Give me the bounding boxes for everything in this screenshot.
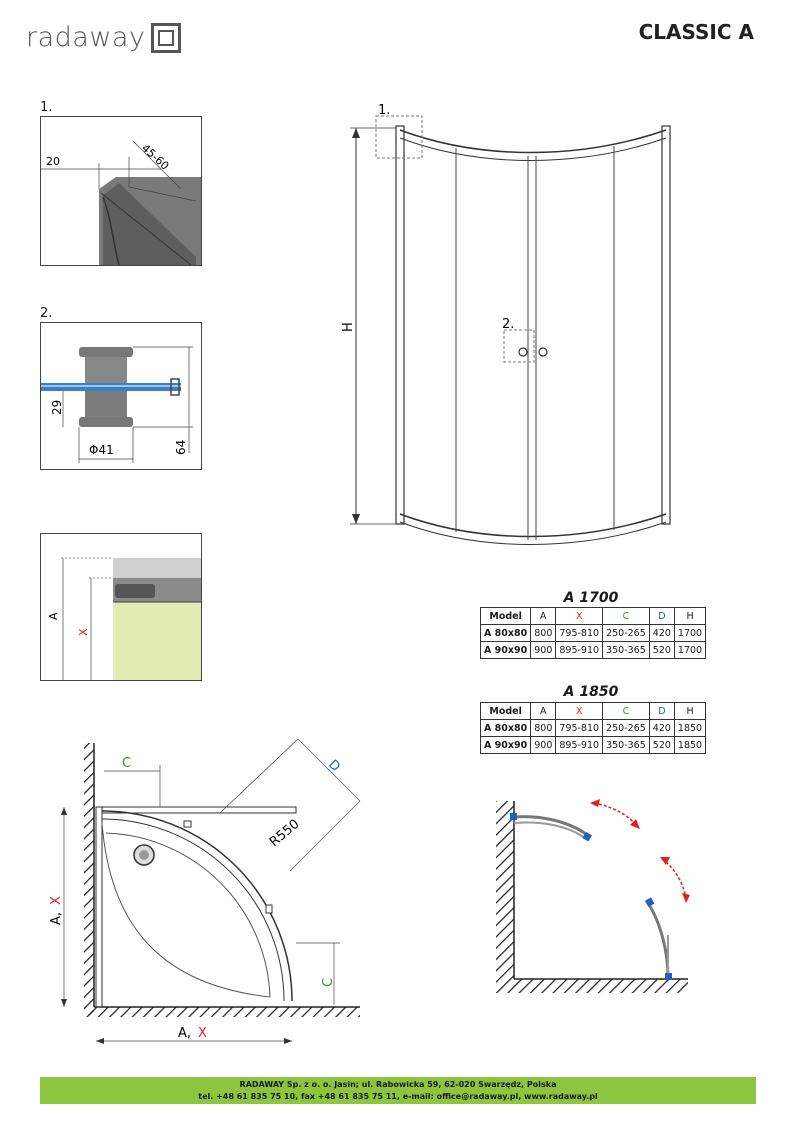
detail3-label-x: X <box>77 628 90 636</box>
cell-model: A 80x80 <box>481 625 531 642</box>
col-x: X <box>556 608 603 625</box>
col-x: X <box>556 703 603 720</box>
detail2-dim-diameter: Φ41 <box>89 443 114 457</box>
cell-d: 520 <box>649 737 674 754</box>
detail3-panel <box>40 533 202 681</box>
table-row <box>481 642 706 659</box>
front-callout-1: 1. <box>378 103 391 118</box>
col-a: A <box>531 608 556 625</box>
cell-d: 420 <box>649 625 674 642</box>
table-header-row <box>481 608 706 625</box>
cell-h: 1850 <box>674 720 705 737</box>
detail3-drawing <box>41 534 201 680</box>
cell-x: 895-910 <box>556 737 603 754</box>
detail1-dim-45-60: 45-60 <box>138 141 172 173</box>
col-model: Model <box>481 608 531 625</box>
footer-contact: tel. +48 61 835 75 10, fax +48 61 835 75 11, e-mail: office@radaway.pl, www.radaway.pl <box>198 1092 598 1101</box>
cell-model: A 80x80 <box>481 720 531 737</box>
cell-x: 795-810 <box>556 625 603 642</box>
footer-address: RADAWAY Sp. z o. o. Jasin; ul. Rabowicka 59, 62-020 Swarzędz, Polska <box>239 1080 557 1089</box>
cell-d: 520 <box>649 642 674 659</box>
col-c: C <box>603 608 650 625</box>
door-swing-diagram <box>490 795 690 995</box>
cell-d: 420 <box>649 720 674 737</box>
plan-view-drawing <box>40 735 370 1055</box>
brand-logo <box>26 22 181 53</box>
model-title: CLASSIC A <box>638 20 754 44</box>
plan-label-side-a: A, <box>49 911 64 925</box>
plan-label-side-x: X <box>49 896 64 905</box>
table-header-row <box>481 703 706 720</box>
detail1-dim-20: 20 <box>46 155 60 168</box>
plan-label-bottom-a: A, <box>178 1026 192 1041</box>
col-d: D <box>649 703 674 720</box>
plan-label-c-right: C <box>321 977 336 987</box>
cell-x: 795-810 <box>556 720 603 737</box>
cell-c: 350-365 <box>603 737 650 754</box>
cell-a: 900 <box>531 737 556 754</box>
col-h: H <box>674 608 705 625</box>
plan-label-c-top: C <box>122 756 132 771</box>
cell-h: 1850 <box>674 737 705 754</box>
col-model: Model <box>481 703 531 720</box>
cell-c: 350-365 <box>603 642 650 659</box>
detail3-label-a: A <box>47 612 60 620</box>
cell-a: 900 <box>531 642 556 659</box>
plan-label-bottom-x: X <box>198 1026 207 1041</box>
cell-a: 800 <box>531 625 556 642</box>
detail2-panel <box>40 322 202 470</box>
table-1850-title: A 1850 <box>563 684 619 700</box>
col-d: D <box>649 608 674 625</box>
plan-label-d: D <box>325 757 343 775</box>
col-a: A <box>531 703 556 720</box>
cell-a: 800 <box>531 720 556 737</box>
brand-square-icon <box>151 23 181 53</box>
detail2-dim-64: 64 <box>174 439 188 455</box>
table-row <box>481 720 706 737</box>
plan-label-radius: R550 <box>266 816 303 851</box>
cell-h: 1700 <box>674 642 705 659</box>
table-1700 <box>480 607 706 659</box>
col-h: H <box>674 703 705 720</box>
table-1850 <box>480 702 706 754</box>
cell-c: 250-265 <box>603 625 650 642</box>
cell-h: 1700 <box>674 625 705 642</box>
front-view-drawing <box>330 100 680 545</box>
footer-bar <box>40 1077 756 1104</box>
detail1-drawing <box>41 117 201 265</box>
cell-c: 250-265 <box>603 720 650 737</box>
detail1-panel <box>40 116 202 266</box>
brand-wordmark: radaway <box>26 22 146 53</box>
col-c: C <box>603 703 650 720</box>
table-1700-title: A 1700 <box>563 590 619 606</box>
front-height-label: H <box>341 322 356 332</box>
detail2-dim-29: 29 <box>50 399 64 415</box>
detail2-drawing <box>41 323 201 469</box>
front-callout-2: 2. <box>502 317 515 332</box>
cell-x: 895-910 <box>556 642 603 659</box>
detail1-number: 1. <box>40 100 53 115</box>
table-row <box>481 737 706 754</box>
table-row <box>481 625 706 642</box>
cell-model: A 90x90 <box>481 642 531 659</box>
cell-model: A 90x90 <box>481 737 531 754</box>
detail2-number: 2. <box>40 306 53 321</box>
